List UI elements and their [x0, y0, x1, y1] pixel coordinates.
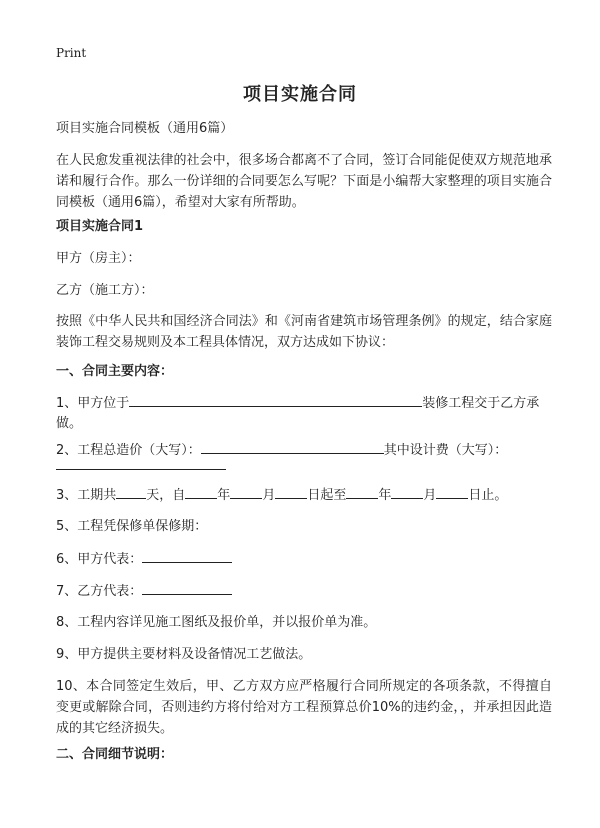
item-3-month: 月: [262, 488, 276, 503]
item-1-continuation: 做。: [56, 416, 83, 431]
item-8: 8、工程内容详见施工图纸及报价单，并以报价单为准。: [56, 615, 377, 630]
design-fee-blank: [56, 455, 226, 470]
start-day-blank: [275, 484, 307, 499]
item-10: 10、本合同签定生效后，甲、乙方双方应严格履行合同所规定的各项条款，不得擅自变更或解除合同，否则违约方将付给对方工程预算总价10%的违约金，，并承担因此造成的其它经济损失。: [56, 679, 552, 736]
item-3-year: 年: [217, 488, 231, 503]
item-6-label: 6、甲方代表：: [56, 552, 143, 567]
section-heading: 项目实施合同1: [56, 219, 144, 234]
basis-paragraph: 按照《中华人民共和国经济合同法》和《河南省建筑市场管理条例》的规定，结合家庭装饰工程交易规则及本工程具体情况，双方达成如下协议：: [56, 314, 552, 350]
item-9: 9、甲方提供主要材料及设备情况工艺做法。: [56, 647, 312, 662]
part1-heading: 一、合同主要内容：: [56, 364, 174, 379]
total-cost-blank: [201, 439, 384, 454]
party-b-rep-blank: [142, 580, 232, 595]
item-7-label: 7、乙方代表：: [56, 584, 143, 599]
item-2-prefix: 2、工程总造价（大写）：: [56, 443, 201, 458]
item-1-suffix: 装修工程交于乙方承: [422, 396, 540, 411]
item-6: [56, 548, 552, 570]
party-b-line: 乙方（施工方）：: [56, 283, 154, 298]
part2-heading: 二、合同细节说明：: [56, 747, 174, 762]
print-link[interactable]: Print: [56, 46, 87, 60]
item-3-month-2: 月: [423, 488, 437, 503]
item-2-continuation: [56, 455, 552, 477]
item-3: [56, 484, 552, 506]
days-blank: [116, 484, 146, 499]
item-3-from: 日起至: [307, 488, 347, 503]
end-month-blank: [391, 484, 423, 499]
page-title: 项目实施合同: [243, 84, 357, 105]
start-month-blank: [230, 484, 262, 499]
party-a-line: 甲方（房主）：: [56, 251, 141, 266]
item-5: 5、工程凭保修单保修期：: [56, 519, 208, 534]
document-subtitle: 项目实施合同模板（通用6篇）: [56, 121, 234, 136]
start-year-blank: [185, 484, 217, 499]
address-blank: [129, 392, 422, 407]
item-1-prefix: 1、甲方位于: [56, 396, 130, 411]
intro-paragraph: 在人民愈发重视法律的社会中，很多场合都离不了合同，签订合同能促使双方规范地承诺和履行合作。那么一份详细的合同要怎么写呢？下面是小编帮大家整理的项目实施合同模板（通用6篇），希望对大家有所帮助。: [56, 153, 552, 210]
end-year-blank: [346, 484, 378, 499]
item-2-middle: 其中设计费（大写）：: [383, 443, 508, 458]
item-7: [56, 580, 552, 602]
end-day-blank: [436, 484, 468, 499]
item-3-end: 日止。: [468, 488, 508, 503]
item-3-prefix: 3、工期共: [56, 488, 117, 503]
item-3-day: 天，自: [146, 488, 186, 503]
party-a-rep-blank: [142, 548, 232, 563]
item-3-year-2: 年: [378, 488, 392, 503]
item-1: [56, 392, 552, 414]
